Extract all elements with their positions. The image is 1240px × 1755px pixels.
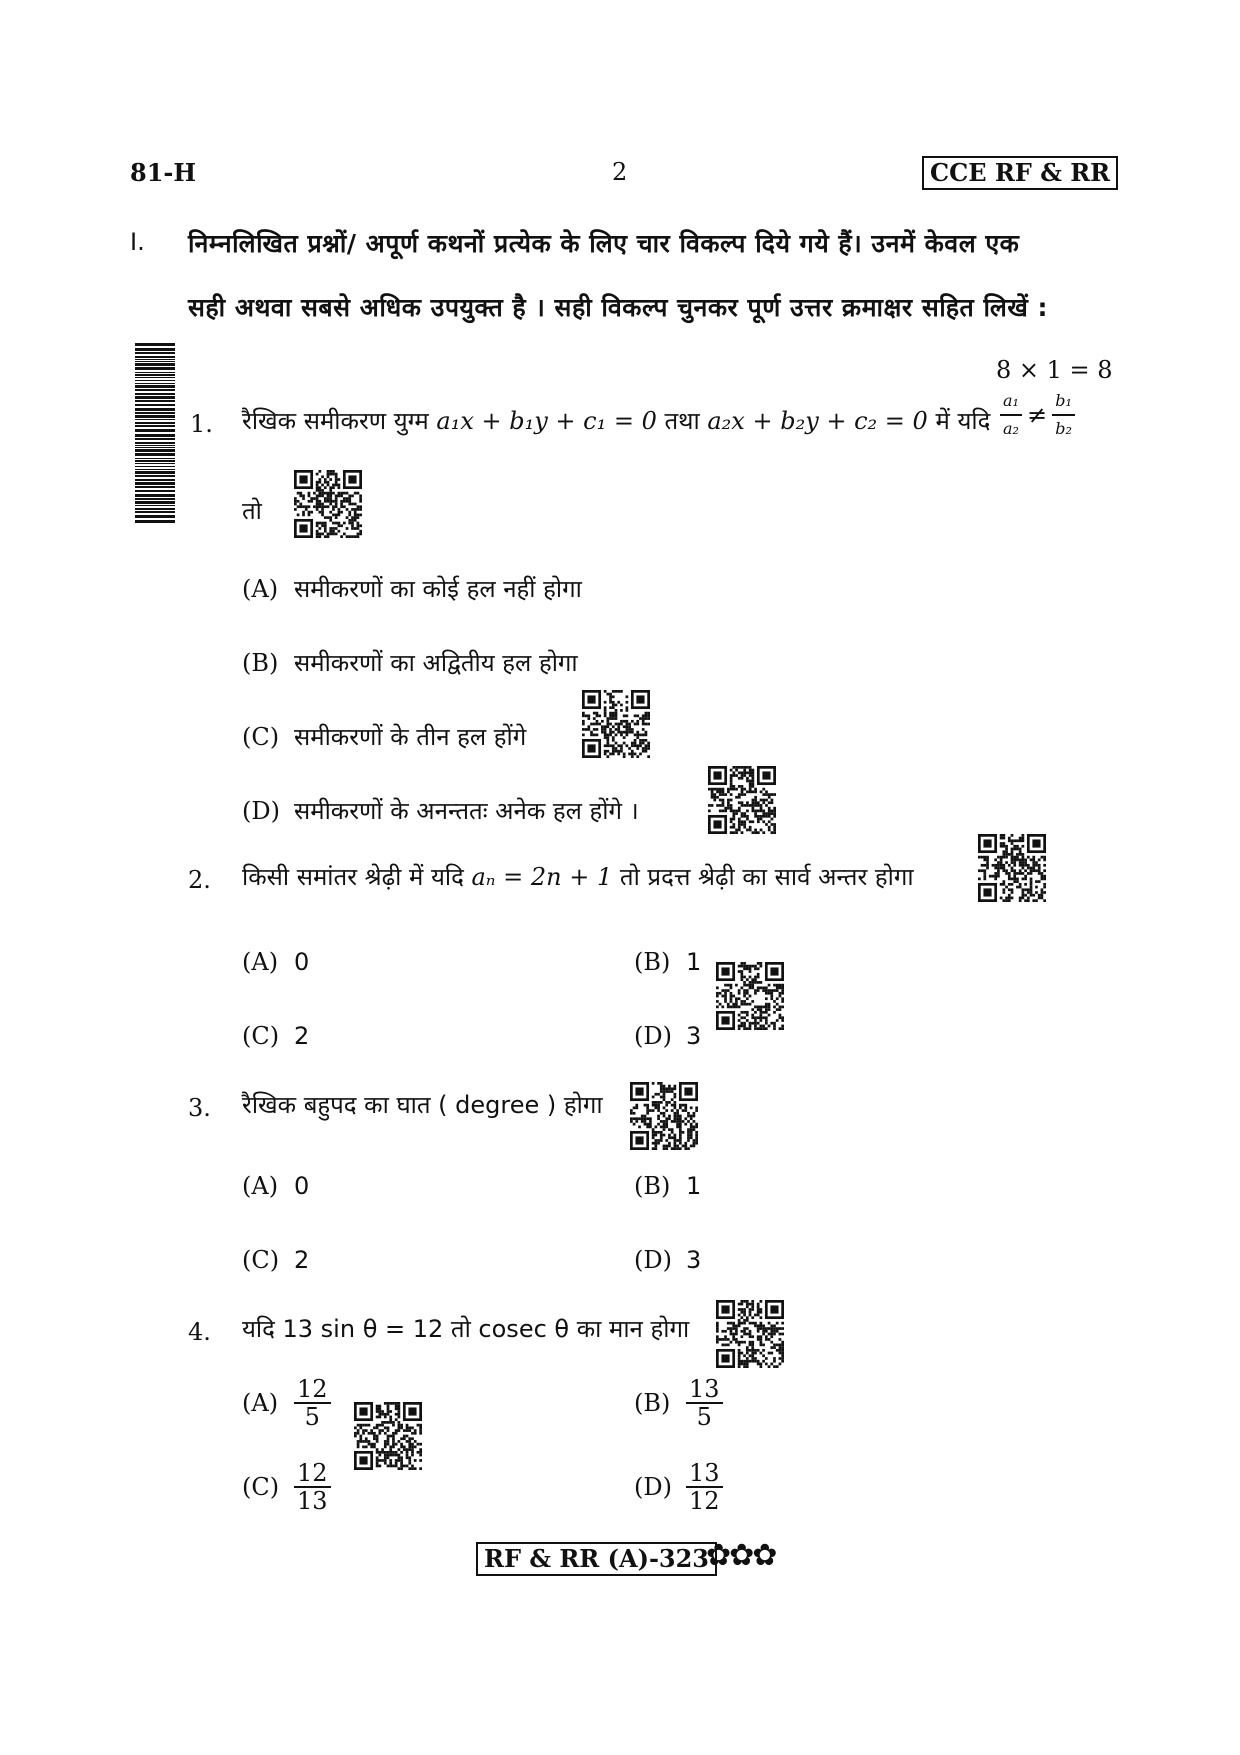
footer-flower-symbols: ✿✿✿ [706, 1538, 776, 1573]
barcode-bar [135, 469, 175, 470]
barcode-bar [135, 449, 175, 452]
fraction-denominator: 12 [689, 1487, 720, 1515]
fraction-denominator: 13 [297, 1487, 328, 1515]
fraction-numerator: 12 [294, 1376, 331, 1404]
option-text: 1 [686, 1172, 702, 1200]
barcode-bar [135, 453, 175, 456]
barcode-bar [135, 393, 175, 395]
option-letter: (C) [242, 1022, 280, 1050]
barcode-bar [135, 400, 175, 402]
instruction-line-2: सही अथवा सबसे अधिक उपयुक्त है । सही विकल्प चुनकर पूर्ण उत्तर क्रमाक्षर सहित लिखें : [188, 293, 1049, 322]
option-fraction [294, 1376, 331, 1430]
barcode-bar [135, 343, 175, 346]
option-fraction [294, 1460, 331, 1514]
q4-option-a [242, 1376, 331, 1430]
q3-option-d [634, 1246, 701, 1274]
q1-option-b [242, 646, 578, 679]
barcode-bar [135, 374, 175, 376]
q1-option-a [242, 572, 582, 605]
barcode-bar [135, 466, 175, 467]
option-fraction [686, 1460, 723, 1514]
q4-option-c [242, 1460, 331, 1514]
barcode-bar [135, 438, 175, 440]
question-4-text: यदि 13 sin θ = 12 तो cosec θ का मान होगा [242, 1315, 690, 1343]
section-roman-number: I. [130, 228, 145, 256]
q1-fraction-a-numerator: a₁ [1000, 388, 1022, 416]
option-text: 0 [294, 1172, 310, 1200]
q1-fraction-a-denominator: a₂ [1003, 419, 1019, 438]
option-letter: (A) [242, 948, 279, 976]
question-4-number: 4. [188, 1318, 211, 1346]
q2-text-part-b: तो प्रदत्त श्रेढ़ी का सार्व अन्तर होगा [619, 863, 914, 891]
barcode-bar [135, 359, 175, 360]
question-1-number: 1. [190, 410, 213, 438]
q2-equation: aₙ = 2n + 1 [471, 863, 613, 891]
fraction-numerator: 13 [686, 1460, 723, 1488]
q1-option-c [242, 720, 526, 753]
footer-code: RF & RR (A)-323 [476, 1542, 717, 1576]
qr-code-icon [978, 834, 1046, 902]
marks-scheme: 8 × 1 = 8 [996, 356, 1113, 384]
q2-option-b [634, 948, 701, 976]
barcode-bar [135, 377, 175, 378]
option-fraction [686, 1376, 723, 1430]
barcode-bar [135, 447, 175, 448]
question-2-text [242, 860, 914, 893]
qr-code-icon [582, 690, 650, 758]
barcode-bar [135, 396, 175, 399]
option-text: समीकरणों के अनन्ततः अनेक हल होंगे । [294, 797, 639, 825]
barcode-bar [135, 415, 175, 418]
question-1-text [242, 404, 990, 437]
option-letter: (D) [634, 1246, 672, 1274]
question-3-number: 3. [188, 1094, 211, 1122]
q1-text-part-c: में यदि [935, 407, 991, 435]
option-text: 3 [686, 1022, 702, 1050]
barcode-bar [135, 482, 175, 485]
instruction-line-1: निम्नलिखित प्रश्नों/ अपूर्ण कथनों प्रत्येक के लिए चार विकल्प दिये गये हैं। उनमें केवल एक [188, 229, 1020, 258]
option-letter: (B) [634, 1389, 671, 1417]
option-text: 1 [686, 948, 702, 976]
q1-condition [1000, 388, 1075, 442]
option-text: 0 [294, 948, 310, 976]
option-letter: (A) [242, 1389, 279, 1417]
q2-option-a [242, 948, 309, 976]
option-text: समीकरणों का कोई हल नहीं होगा [294, 575, 582, 603]
barcode-bar [135, 460, 175, 462]
option-letter: (C) [242, 1473, 280, 1501]
not-equal-sign: ≠ [1027, 401, 1048, 429]
qr-code-icon [354, 1402, 422, 1470]
barcode-bar [135, 429, 175, 432]
qr-code-icon [716, 1300, 784, 1368]
option-text: समीकरणों का अद्वितीय हल होगा [294, 649, 578, 677]
barcode-bar [135, 434, 175, 437]
barcode-bar [135, 515, 175, 518]
option-text: 2 [294, 1022, 310, 1050]
barcode-bar [135, 520, 175, 523]
option-letter: (D) [634, 1473, 672, 1501]
q1-fraction-b [1052, 388, 1075, 442]
barcode-bar [135, 361, 175, 362]
barcode-bar [135, 498, 175, 500]
fraction-denominator: 5 [696, 1403, 712, 1431]
q1-fraction-b-numerator: b₁ [1052, 388, 1075, 416]
q1-text-part-a: रैखिक समीकरण युग्म [242, 407, 429, 435]
page-number: 2 [612, 158, 628, 186]
barcode-bar [135, 422, 175, 424]
qr-code-icon [630, 1082, 698, 1150]
barcode-bar [135, 505, 175, 506]
option-letter: (D) [242, 797, 280, 825]
barcode-bar [135, 385, 175, 388]
q1-text-part-d: तो [242, 497, 262, 525]
q1-fraction-b-denominator: b₂ [1055, 419, 1072, 438]
option-text: 3 [686, 1246, 702, 1274]
barcode-bar [135, 380, 175, 381]
barcode-bar [135, 486, 175, 488]
barcode-bar [135, 490, 175, 492]
question-3-text: रैखिक बहुपद का घात ( degree ) होगा [242, 1091, 603, 1119]
barcode-bar [135, 389, 175, 391]
q1-equation-1: a₁x + b₁y + c₁ = 0 [436, 407, 657, 435]
option-text: 2 [294, 1246, 310, 1274]
q2-text-part-a: किसी समांतर श्रेढ़ी में यदि [242, 863, 464, 891]
barcode-bar [135, 501, 175, 504]
q1-fraction-a [1000, 388, 1022, 442]
barcode-bar [135, 494, 175, 497]
q1-text-part-b: तथा [664, 407, 700, 435]
q1-equation-2: a₂x + b₂y + c₂ = 0 [707, 407, 928, 435]
barcode-bar [135, 442, 175, 444]
barcode-bar [135, 404, 175, 406]
barcode-bar [135, 479, 175, 481]
q2-option-c [242, 1022, 309, 1050]
option-letter: (B) [634, 1172, 671, 1200]
barcode-bar [135, 463, 175, 464]
barcode-bar [135, 511, 175, 513]
header-code-right: CCE RF & RR [922, 156, 1118, 190]
barcode-bar [135, 363, 175, 366]
barcode-bar [135, 348, 175, 351]
qr-code-icon [294, 470, 362, 538]
q3-option-a [242, 1172, 309, 1200]
q3-option-c [242, 1246, 309, 1274]
q3-option-b [634, 1172, 701, 1200]
question-2-number: 2. [188, 866, 211, 894]
q4-option-b [634, 1376, 723, 1430]
barcode-bar [135, 356, 175, 358]
barcode-bar [135, 367, 175, 370]
option-letter: (A) [242, 575, 279, 603]
barcode-bar [135, 458, 175, 459]
barcode-bar [135, 408, 175, 411]
qr-code-icon [708, 766, 776, 834]
q2-option-d [634, 1022, 701, 1050]
q1-option-d [242, 794, 639, 827]
barcode-bar [135, 412, 175, 414]
option-letter: (C) [242, 723, 280, 751]
fraction-denominator: 5 [304, 1403, 320, 1431]
barcode-bar [135, 419, 175, 420]
option-letter: (B) [242, 649, 279, 677]
barcode-bar [135, 383, 175, 384]
barcode-image [135, 343, 175, 523]
barcode-bar [135, 352, 175, 354]
fraction-numerator: 13 [686, 1376, 723, 1404]
option-letter: (C) [242, 1246, 280, 1274]
option-letter: (A) [242, 1172, 279, 1200]
option-letter: (B) [634, 948, 671, 976]
header-code-left: 81-H [130, 158, 197, 187]
barcode-bar [135, 445, 175, 446]
barcode-bar [135, 508, 175, 510]
qr-code-icon [716, 962, 784, 1030]
option-letter: (D) [634, 1022, 672, 1050]
barcode-bar [135, 475, 175, 477]
barcode-bar [135, 372, 175, 373]
option-text: समीकरणों के तीन हल होंगे [294, 723, 527, 751]
barcode-bar [135, 471, 175, 474]
fraction-numerator: 12 [294, 1460, 331, 1488]
barcode-bar [135, 425, 175, 427]
q4-option-d [634, 1460, 723, 1514]
